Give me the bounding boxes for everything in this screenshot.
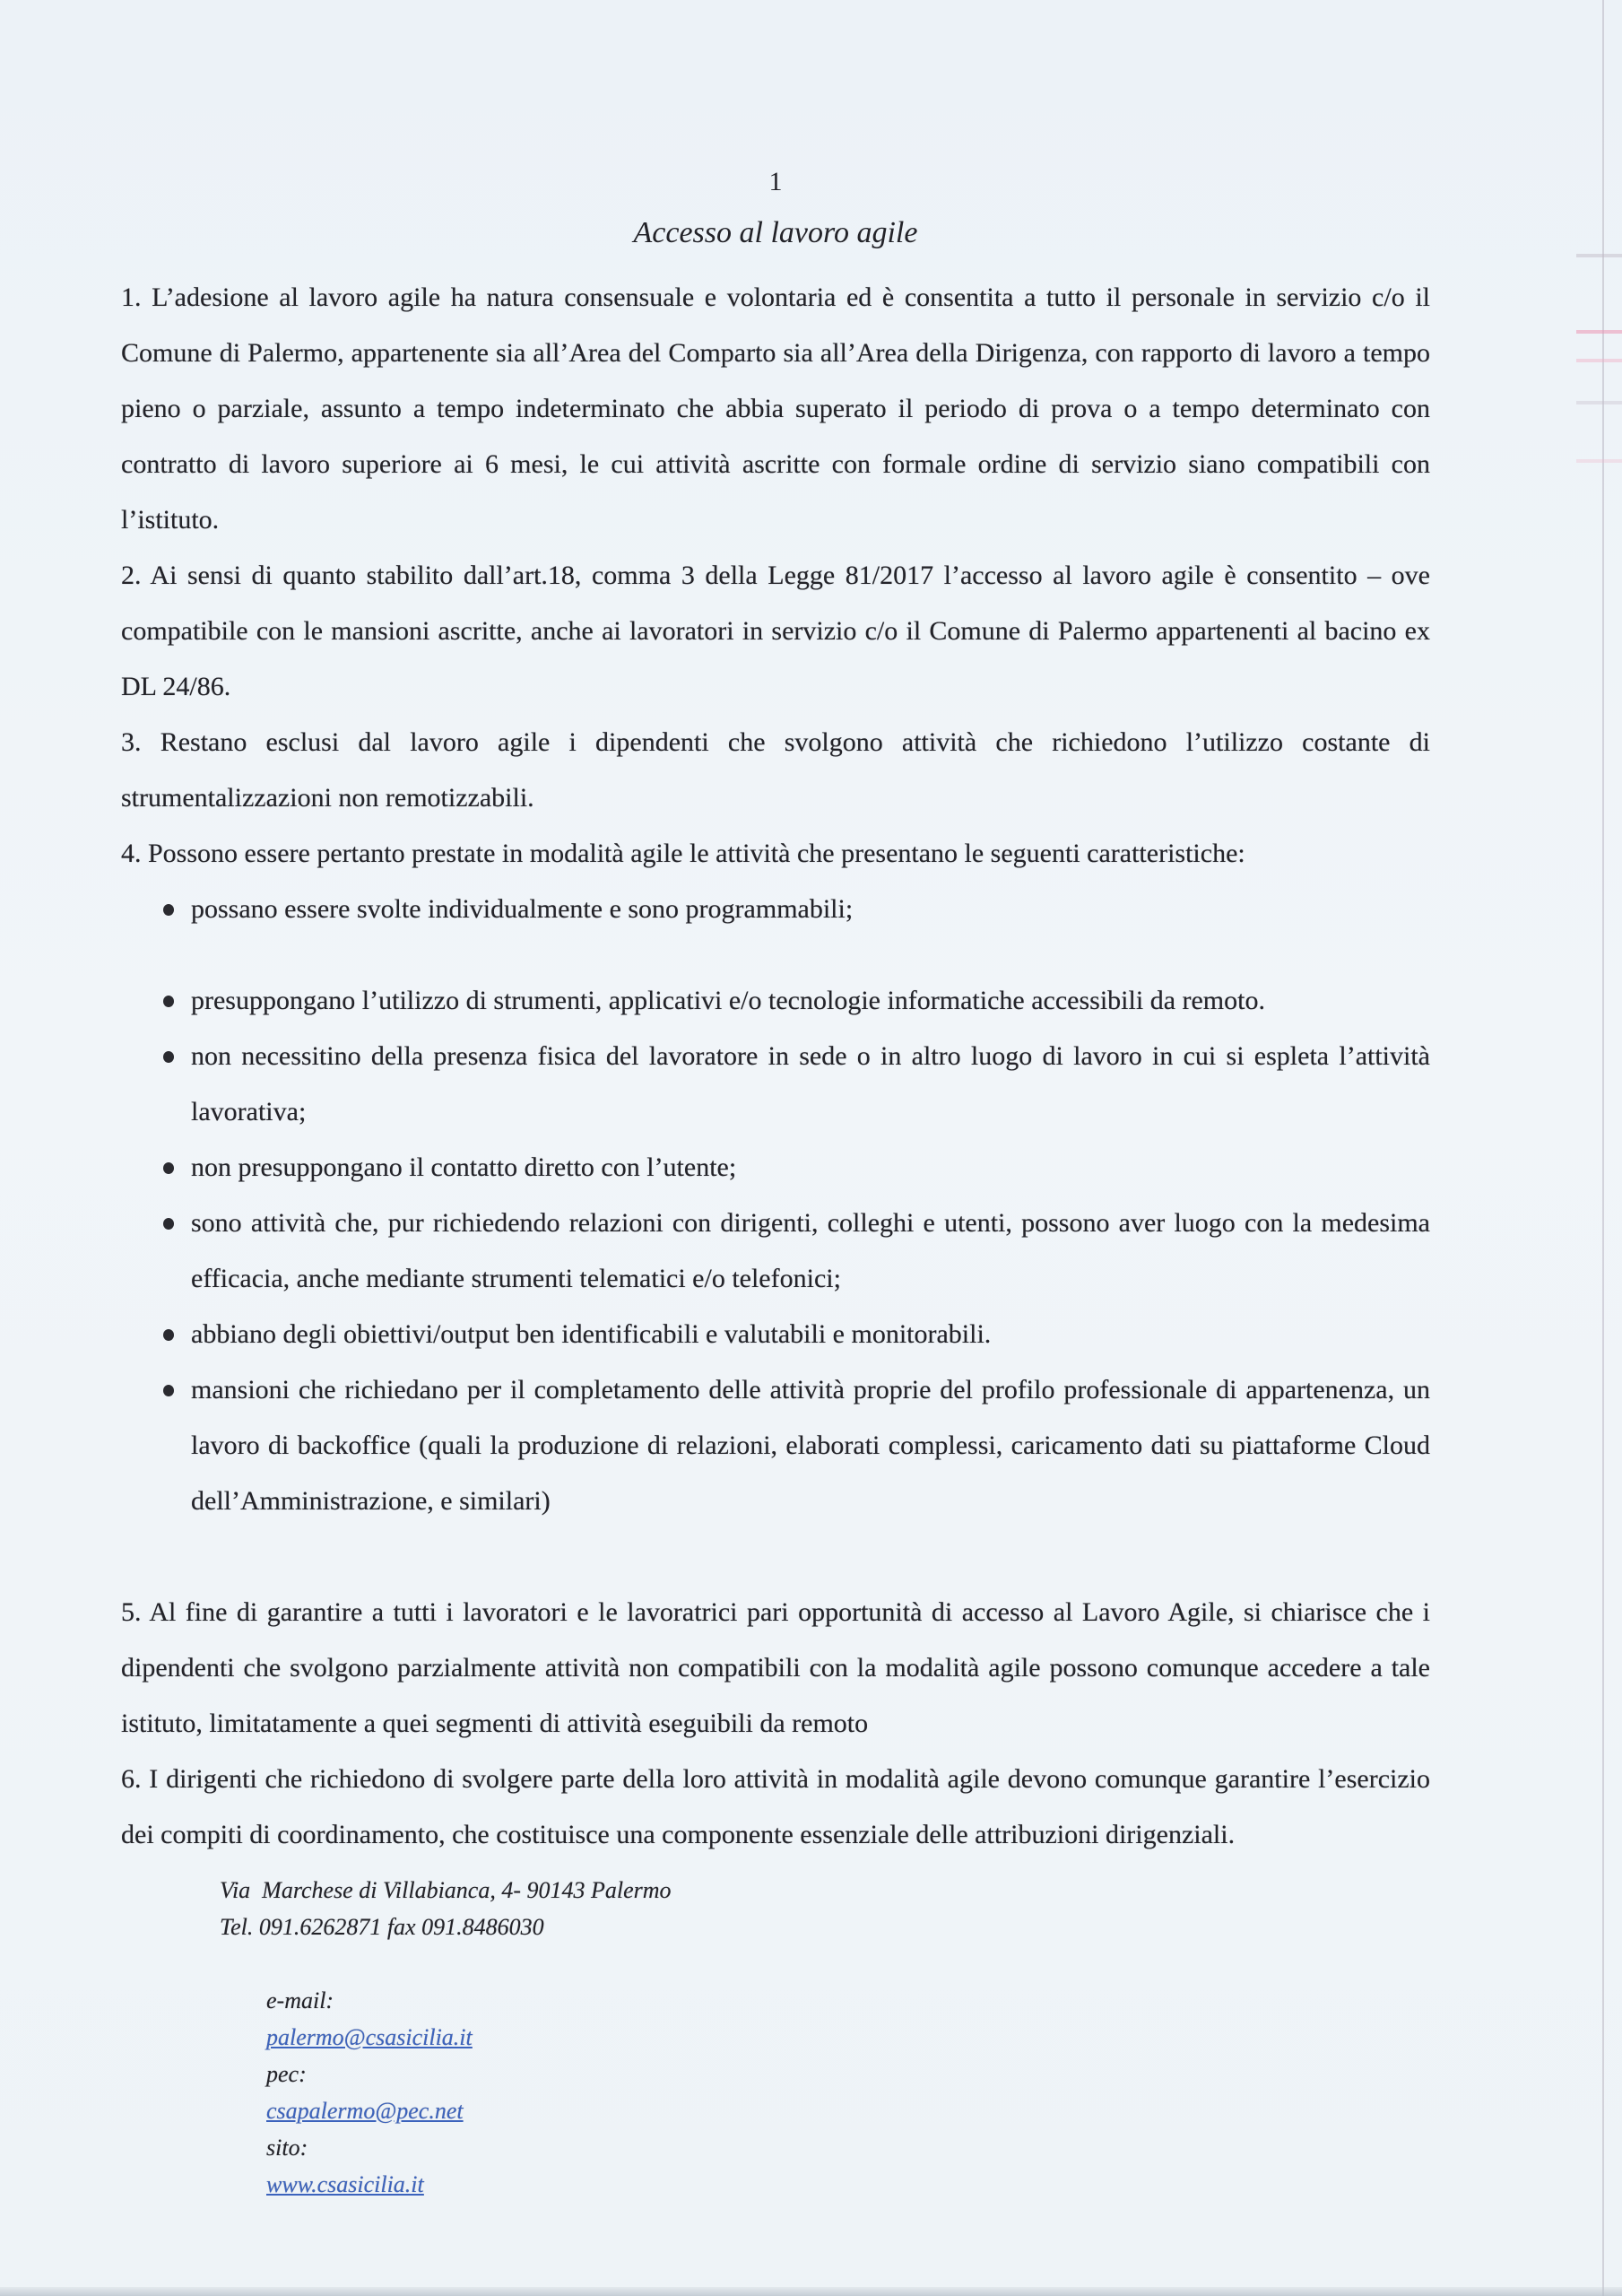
bullet-icon	[163, 1329, 174, 1341]
scan-mark	[1576, 254, 1622, 257]
bullet-text: non presuppongano il contatto diretto con l’utente;	[191, 1152, 737, 1182]
bullet-item	[121, 1362, 1430, 1529]
bullet-text: sono attività che, pur richiedendo relazioni con dirigenti, colleghi e utenti, possono aver luogo con la medesima efficacia, anche mediante strumenti telematici e/o telefonici;	[191, 1208, 1430, 1293]
bullet-text: mansioni che richiedano per il completamento delle attività proprie del profilo professionale di appartenenza, un lavoro di backoffice (quali la produzione di relazioni, elaborati complessi, caricamento dati su piattaforme Cloud dell’Amministrazione, e similari)	[191, 1375, 1430, 1516]
bullet-text: non necessitino della presenza fisica del lavoratore in sede o in altro luogo di lavoro in cui si espleta l’attività lavorativa;	[191, 1041, 1430, 1126]
bullet-item	[121, 973, 1430, 1029]
scan-mark	[1576, 459, 1622, 463]
site-label: sito:	[266, 2135, 308, 2161]
bullet-icon	[163, 904, 174, 916]
paragraph-3: 3. Restano esclusi dal lavoro agile i dipendenti che svolgono attività che richiedono l’utilizzo costante di strumentalizzazioni non remotizzabili.	[121, 727, 1430, 813]
site-link[interactable]: www.csasicilia.it	[266, 2171, 424, 2197]
paragraph-1: 1. L’adesione al lavoro agile ha natura consensuale e volontaria ed è consentita a tutto il personale in servizio c/o il Comune di Palermo, appartenente sia all’Area del Comparto sia all’Area della Dirigenza, con rapporto di lavoro a tempo pieno o parziale, assunto a tempo indeterminato che abbia superato il periodo di prova o a tempo determinato con contratto di lavoro superiore ai 6 mesi, le cui attività ascritte con formale ordine di servizio siano compatibili con l’istituto.	[121, 283, 1430, 535]
bullet-icon	[163, 1051, 174, 1063]
scan-mark	[1576, 330, 1622, 334]
scan-mark	[1576, 359, 1622, 362]
bullet-list	[121, 882, 1430, 1529]
bullet-icon	[163, 1385, 174, 1396]
bullet-item	[121, 1140, 1430, 1196]
footer-contacts	[220, 1945, 1430, 2239]
document-body	[121, 166, 1430, 2239]
bullet-item	[121, 882, 1430, 937]
bullet-text: abbiano degli obiettivi/output ben identificabili e valutabili e monitorabili.	[191, 1319, 992, 1349]
page-number: 1	[768, 167, 783, 196]
paragraph-4: 4. Possono essere pertanto prestate in modalità agile le attività che presentano le seguenti caratteristiche:	[121, 839, 1245, 868]
bullet-icon	[163, 996, 174, 1007]
scan-bottom-shadow	[0, 2287, 1622, 2296]
pec-link[interactable]: csapalermo@pec.net	[266, 2098, 464, 2124]
bullet-icon	[163, 1162, 174, 1174]
email-link[interactable]: palermo@csasicilia.it	[266, 2024, 473, 2050]
paragraph-2: 2. Ai sensi di quanto stabilito dall’art.18, comma 3 della Legge 81/2017 l’accesso al lavoro agile è consentito – ove compatibile con le mansioni ascritte, anche ai lavoratori in servizio c/o il Comune di Palermo appartenenti al bacino ex DL 24/86.	[121, 561, 1430, 701]
scan-mark	[1576, 401, 1622, 404]
paragraph-5: 5. Al fine di garantire a tutti i lavoratori e le lavoratrici pari opportunità di accesso al Lavoro Agile, si chiarisce che i dipendenti che svolgono parzialmente attività non compatibili con la modalità agile possono comunque accedere a tale istituto, limitatamente a quei segmenti di attività eseguibili da remoto	[121, 1597, 1430, 1738]
document-title: Accesso al lavoro agile	[633, 216, 918, 249]
bullet-text: possano essere svolte individualmente e sono programmabili;	[191, 894, 854, 924]
bullet-item	[121, 1196, 1430, 1307]
pec-label: pec:	[266, 2061, 307, 2087]
footer	[121, 1872, 1430, 2239]
bullet-icon	[163, 1218, 174, 1230]
scan-page-edge-line	[1602, 0, 1604, 2296]
bullet-item	[121, 1307, 1430, 1362]
paragraph-6: 6. I dirigenti che richiedono di svolgere parte della loro attività in modalità agile devono comunque garantire l’esercizio dei compiti di coordinamento, che costituisce una componente essenziale delle attribuzioni dirigenziali.	[121, 1764, 1430, 1849]
footer-address: Via Marchese di Villabianca, 4- 90143 Palermo	[220, 1877, 672, 1903]
footer-phone: Tel. 091.6262871 fax 091.8486030	[220, 1914, 544, 1940]
bullet-item	[121, 1029, 1430, 1140]
bullet-text: presuppongano l’utilizzo di strumenti, applicativi e/o tecnologie informatiche accessibili da remoto.	[191, 986, 1265, 1015]
email-label: e-mail:	[266, 1987, 334, 2013]
